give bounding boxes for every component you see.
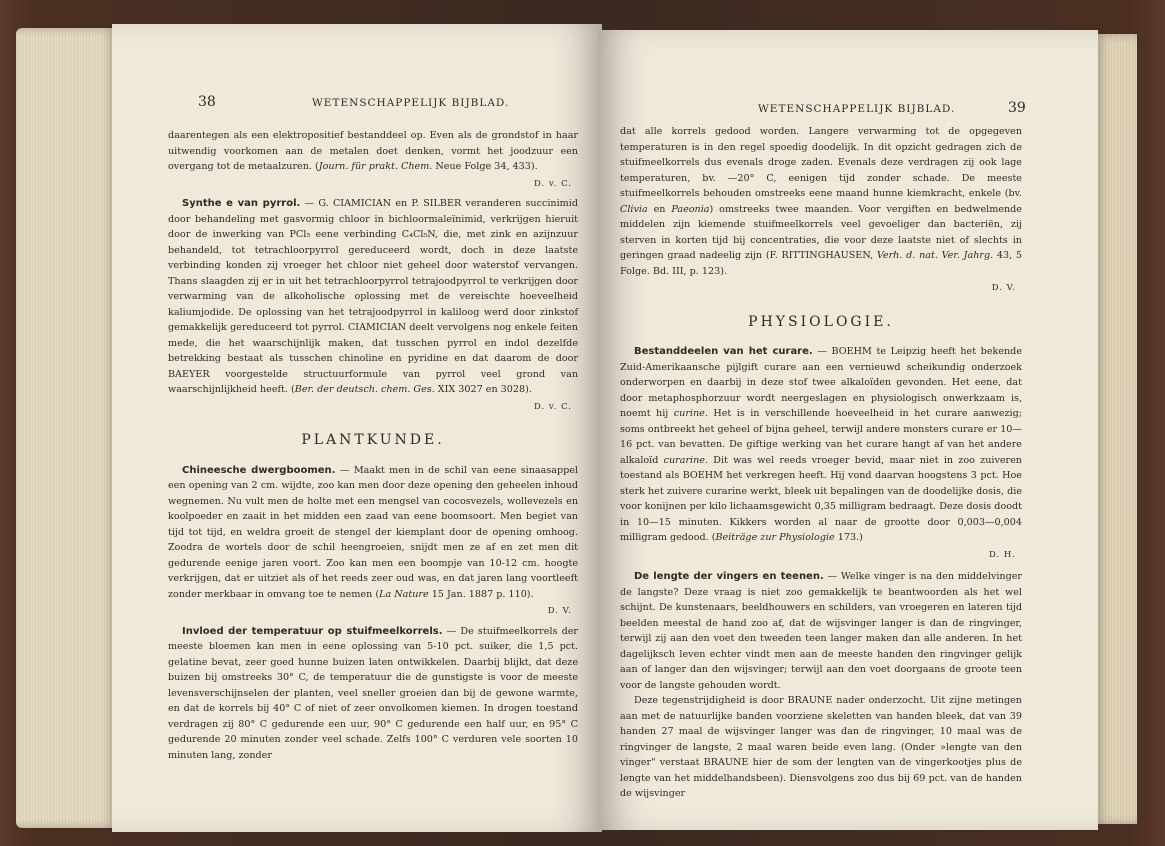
page-number-left: 38 [198, 94, 216, 110]
left-page [112, 24, 602, 832]
page-stack-left [16, 28, 116, 828]
article-curare: Bestanddeelen van het curare. — BOEHM te Leipzig heeft het bekende Zuid-Amerikaansche pijlgift curare aan een vernieuwd scheikundig onderzoek onderworpen en daarbij in deze stof twee alkaloïden gevonden. Het eene, dat door metaphosphorzuur wordt neergeslagen en physiologisch onwerkzaam is, noemt hij curine. Het is in verschillende hoeveelheid in het curare aanwezig; soms ontbreekt het geheel of bijna geheel, terwijl andere monsters curare er 10—16 pct. van bevatten. De giftige werking van het curare hangt af van het andere alkaloïd curarine. Dit was wel reeds vroeger bevid, maar niet in zoo zuiveren toestand als BOEHM het verkregen heeft. Hij vond daarvan hoogstens 3 pct. Hoe sterk het zuivere curarine werkt, bleek uit bepalingen van de doodelijke dosis, die voor konijnen per kilo lichaamsgewicht 0,35 milligram bedraagt. Deze dosis doodt in 10—15 minuten. Kikkers worden al naar de grootte door 0,003—0,004 milligram gedood. (Beiträge zur Physiologie 173.) [620, 346, 1022, 543]
signature: D. v. C. [533, 401, 572, 412]
continuation-paragraph: daarentegen als een elektropositief bestanddeel op. Even als de grondstof in haar uitwendig voorkomen aan de metalen doet denken, vormt het joodzuur een overgang tot de metaalzuren. (Journ. für prakt. Chem. Neue Folge 34, 433). [168, 130, 578, 172]
article-title: Invloed der temperatuur op stuifmeelkorrels. [182, 625, 443, 637]
signature: D. V. [991, 283, 1016, 293]
article-pyrrol: Synthe e van pyrrol. — G. CIAMICIAN en P. SILBER veranderen succinimid door behandeling met gasvormig chloor in bichloormaleïnimid, verkrijgen hieruit door de inwerking van PCl₅ eene verbinding C₄Cl₅N, die, met zink en azijnzuur behandeld, tot tetrachloorpyrrol gereduceerd wordt, doch in deze laatste verbinding konden zij vroeger het chloor niet geheel door waterstof vervangen. Thans slaagden zij er in uit het tetrachloorpyrrol tetrajoodpyrrol te verkrijgen door verwarming van de alkoholische oplossing met de vereischte hoeveelheid kaliumjodide. De oplossing van het tetrajoodpyrrol in kaliloog werd door zinkstof gemakkelijk gereduceerd tot pyrrol. CIAMICIAN deelt vervolgens nog enkele feiten mede, die het waarschijnlijk maken, dat tusschen pyrrol en indol dezelfde betrekking bestaat als tusschen chinoline en pyridine en dat daarom de door BAEYER voorgestelde structuurformule van pyrrol veel grond van waarschijnlijkheid heeft. (Ber. der deutsch. chem. Ges. XIX 3027 en 3028). [168, 198, 578, 395]
article-temperatuur: Invloed der temperatuur op stuifmeelkorrels. — De stuifmeelkorrels der meeste bloemen kan men in eene oplossing van 5-10 pct. suiker, die 1,5 pct. gelatine bevat, zeer goed hunne buizen laten ontwikkelen. Daarbij blijkt, dat deze buizen bij omstreeks 30° C, de temperatuur die de gunstigste is voor de meeste levensverschijnselen der planten, veel sneller groeien dan bij de gewone warmte, en dat de korrels bij 40° C of niet of zeer onvolkomen kiemen. In drogen toestand verdragen zij 80° C gedurende een uur, 90° C gedurende een half uur, en 95° C gedurende 20 minuten zonder veel schade. Zelfs 100° C verduren vele soorten 10 minuten lang, zonder [168, 625, 578, 761]
article-title: Chineesche dwergboomen. [182, 464, 336, 476]
article-title: Synthe e van pyrrol. [182, 198, 301, 209]
right-page [598, 30, 1098, 830]
running-header-left: WETENSCHAPPELIJK BIJBLAD. [312, 97, 510, 109]
continuation-paragraph: dat alle korrels gedood worden. Langere verwarming tot de opgegeven temperaturen is in den regel spoedig doodelijk. In dit opzicht gedragen zich de stuifmeelkorrels dus evenals droge zaden. Evenals deze verdragen zij ook lage temperaturen, bv. —20° C, eenigen tijd zonder schade. De meeste stuifmeelkorrels behouden omstreeks eene maand hunne kiemkracht, enkele (bv. Clivia en Paeonia) omstreeks twee maanden. Voor vergiften en bedwelmende middelen zijn kiemende stuifmeelkorrels veel gevoeliger dan bacteriën, zij sterven in korten tijd bij concentraties, die voor deze laatste niet of slechts in geringen graad nadeelig zijn (F. RITTINGHAUSEN, Verh. d. nat. Ver. Jahrg. 43, 5 Folge. Bd. III, p. 123). [620, 126, 1022, 277]
page-stack-right [1095, 34, 1137, 824]
right-column [620, 124, 1022, 802]
section-title-plantkunde: PLANTKUNDE. [301, 432, 445, 448]
left-column [168, 128, 578, 763]
signature: D. V. [547, 606, 572, 616]
signature: D. v. C. [533, 178, 572, 189]
article-title: Bestanddeelen van het curare. [634, 346, 813, 357]
article-title: De lengte der vingers en teenen. [634, 571, 824, 582]
page-number-right: 39 [1008, 100, 1026, 116]
running-header-right: WETENSCHAPPELIJK BIJBLAD. [758, 103, 956, 115]
article-vingers: De lengte der vingers en teenen. — Welke vinger is na den middelvinger de langste? Deze vraag is niet zoo gemakkelijk te beantwoorden als het wel schijnt. De kunstenaars, beeldhouwers en schilders, van vroegeren en lateren tijd beelden meestal de hand zoo af, dat de wijsvinger langer is dan de ringvinger, terwijl zij aan den voet den tweeden teen langer maken dan alle anderen. In het dagelijksch leven echter vindt men aan de meeste handen den ringvinger gelijk aan of langer dan den wijsvinger; terwijl aan den voet doorgaans de groote teen voor de langste gehouden wordt. [620, 571, 1022, 691]
section-title-physiologie: PHYSIOLOGIE. [748, 313, 894, 330]
signature: D. H. [988, 549, 1016, 560]
article-vingers-p2: Deze tegenstrijdigheid is door BRAUNE nader onderzocht. Uit zijne metingen aan met de natuurlijke banden voorziene skeletten van handen bleek, dat van 39 handen 27 maal de wijsvinger langer was dan de ringvinger, 10 maal was de ringvinger de langste, 2 maal waren beide even lang. (Onder »lengte van den vinger" verstaat BRAUNE hier de som der lengten van de vingerkootjes plus de lengte van het middelhandsbeen). Diensvolgens zoo dus bij 69 pct. van de handen de wijsvinger [620, 695, 1022, 799]
article-dwergboomen: Chineesche dwergboomen. — Maakt men in de schil van eene sinaasappel een opening van 2 cm. wijdte, zoo kan men door deze opening den geheelen inhoud wegnemen. Nu vult men de holte met een mengsel van cocosvezels, wollevezels en koolpoeder en zaait in het midden een zaad van eene boomsoort. Men begiet van tijd tot tijd, en weldra groeit de stengel der kiemplant door de opening omhoog. Zoodra de wortels door de schil heengroeien, snijdt men ze af en zet men dit gedurende eenige jaren voort. Zoo kan men een boompje van 10-12 cm. hoogte verkrijgen, dat er uitziet als of het reeds zeer oud was, en dat jaren lang voortleeft zonder merkbaar in omvang toe te nemen (La Nature 15 Jan. 1887 p. 110). [168, 464, 578, 600]
